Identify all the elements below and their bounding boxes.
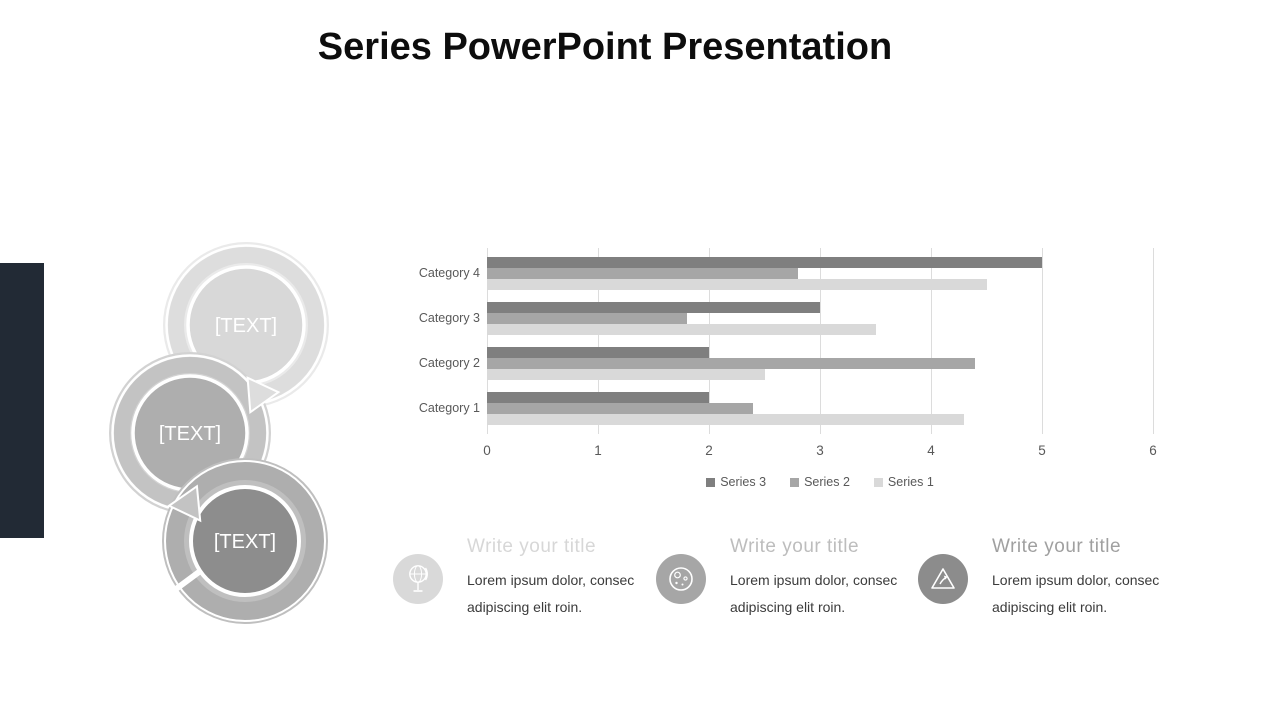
info-card[interactable] — [918, 536, 1170, 621]
bar-series-1[interactable] — [487, 369, 765, 380]
cycle-item-3-label[interactable]: [TEXT] — [213, 531, 277, 553]
bar-series-1[interactable] — [487, 324, 876, 335]
category-label: Category 4 — [418, 266, 480, 280]
category-label: Category 2 — [418, 356, 480, 370]
bar-series-2[interactable] — [487, 268, 798, 279]
legend-swatch-icon — [874, 478, 883, 487]
x-tick-label: 4 — [927, 443, 935, 458]
bar-series-1[interactable] — [487, 279, 987, 290]
legend-swatch-icon — [706, 478, 715, 487]
legend-item: Series 2 — [790, 475, 850, 489]
bar-series-2[interactable] — [487, 358, 975, 369]
info-card[interactable] — [656, 536, 908, 621]
card-body[interactable]: Lorem ipsum dolor, consec adipiscing elit roin. — [992, 572, 1160, 615]
cycle-item-1-label[interactable]: [TEXT] — [214, 315, 278, 337]
bar-group-category-4 — [487, 251, 1153, 296]
x-tick-label: 2 — [705, 443, 713, 458]
x-tick-label: 0 — [483, 443, 491, 458]
info-card[interactable] — [393, 536, 645, 621]
x-tick-label: 1 — [594, 443, 602, 458]
bar-series-3[interactable] — [487, 392, 709, 403]
card-title[interactable]: Write your title — [730, 536, 860, 557]
slide-title[interactable]: Series PowerPoint Presentation — [317, 26, 893, 68]
bar-group-category-2 — [487, 341, 1153, 386]
chart-legend — [487, 475, 1153, 489]
card-title[interactable]: Write your title — [992, 536, 1122, 557]
category-label: Category 3 — [418, 311, 480, 325]
bar-series-2[interactable] — [487, 403, 753, 414]
chart-bars — [487, 251, 1153, 431]
bar-series-1[interactable] — [487, 414, 964, 425]
bar-group-category-3 — [487, 296, 1153, 341]
moon-icon — [656, 554, 706, 604]
accent-bar — [0, 263, 44, 538]
bar-group-category-1 — [487, 386, 1153, 431]
card-title[interactable]: Write your title — [467, 536, 597, 557]
bar-series-2[interactable] — [487, 313, 687, 324]
x-tick-label: 3 — [816, 443, 824, 458]
category-label: Category 1 — [418, 401, 480, 415]
legend-swatch-icon — [790, 478, 799, 487]
chart-plot — [487, 248, 1153, 434]
card-body[interactable]: Lorem ipsum dolor, consec adipiscing elit roin. — [730, 572, 898, 615]
legend-item: Series 1 — [874, 475, 934, 489]
x-tick-label: 5 — [1038, 443, 1046, 458]
chart-x-axis — [483, 443, 1157, 461]
bar-series-3[interactable] — [487, 257, 1042, 268]
x-tick-label: 6 — [1149, 443, 1157, 458]
cycle-diagram[interactable] — [100, 233, 340, 633]
legend-item: Series 3 — [706, 475, 766, 489]
bar-series-3[interactable] — [487, 302, 820, 313]
desk-globe-icon — [393, 554, 443, 604]
bar-chart[interactable] — [402, 246, 1162, 498]
curve-road-sign-icon — [918, 554, 968, 604]
chart-category-labels — [402, 251, 480, 431]
cycle-item-3[interactable] — [162, 458, 328, 624]
cycle-item-2-label[interactable]: [TEXT] — [158, 423, 222, 445]
bar-series-3[interactable] — [487, 347, 709, 358]
card-body[interactable]: Lorem ipsum dolor, consec adipiscing elit roin. — [467, 572, 635, 615]
gridline — [1153, 248, 1154, 434]
